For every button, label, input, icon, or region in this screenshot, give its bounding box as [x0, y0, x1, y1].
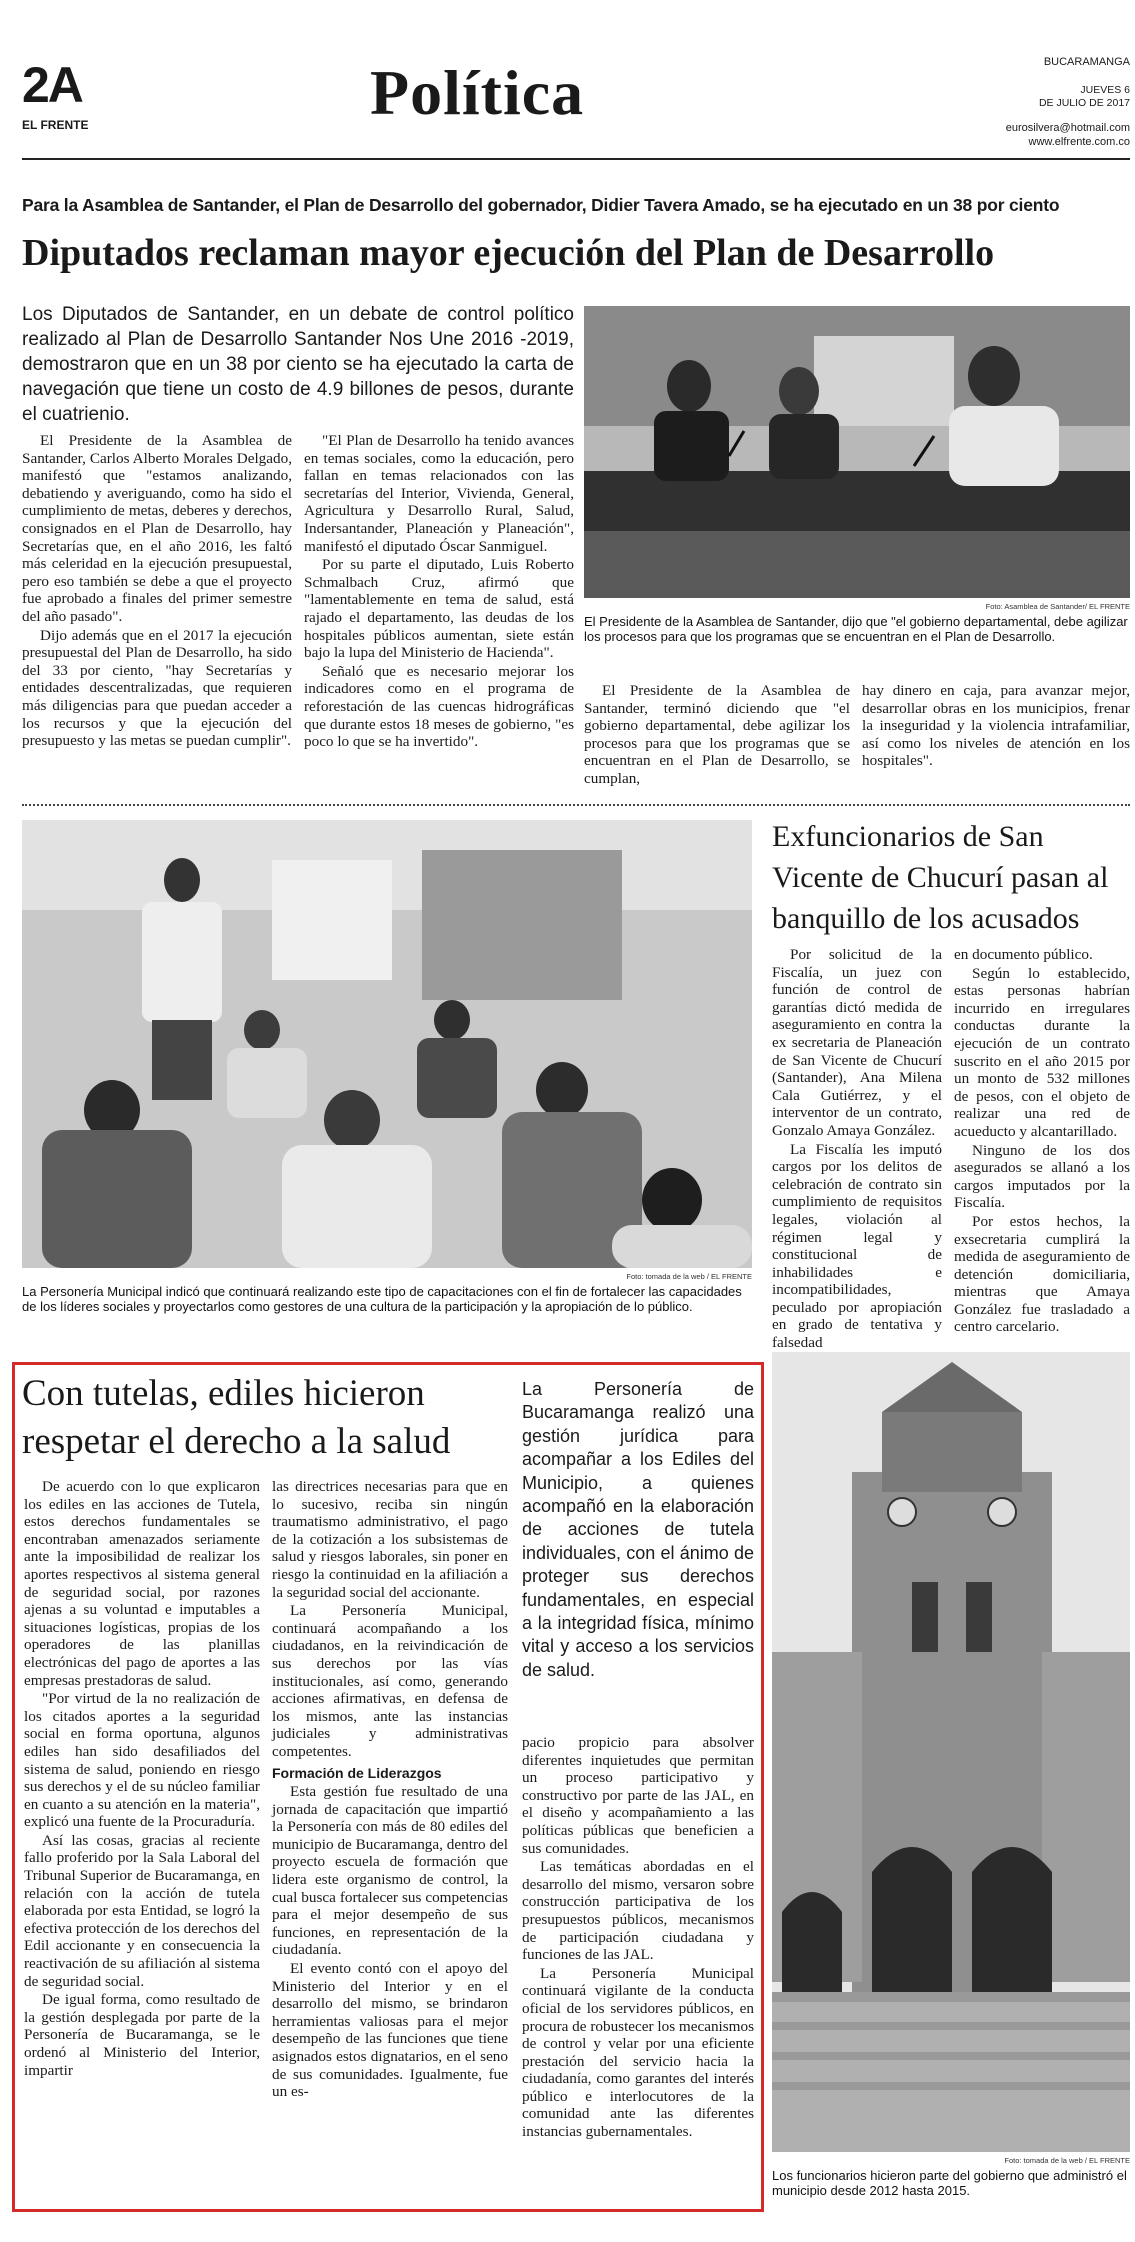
paragraph: Dijo además que en el 2017 la ejecución presupuestal del Plan de Desarrollo, ha sido del 33 por ciento, "hay Secretarías y entidades descentralizadas, que requieren más diligencias para que puedan acceder a los recursos y que la ejecución del presupuesto y las metas se puedan cumplir".	[22, 626, 292, 750]
article1-column-4	[862, 682, 1130, 771]
paragraph: Por estos hechos, la exsecretaria cumplirá la medida de aseguramiento de detención domiciliaria, mientras que Amaya González fue trasladado a centro carcelario.	[954, 1212, 1130, 1336]
paragraph: La Fiscalía les imputó cargos por los delitos de celebración de contrato sin cumplimiento de requisitos legales, violación al régimen legal y constitucional de inhabilidades e incompatibilidades, peculado por apropiación en grado de tentativa y falsedad	[772, 1140, 942, 1352]
assembly-debate-photo	[584, 306, 1130, 598]
paragraph: De acuerdo con lo que explicaron los ediles en las acciones de Tutela, estos derechos fundamentales se encontraban amenazados seriamente ante la imposibilidad de realizar los aportes respectivos al sistema general de seguridad social, por razones ajenas a su voluntad e imputables a situaciones logísticas, propias de los operadores de las planillas electrónicas del pago de aportes a las empresas prestadoras de salud.	[24, 1478, 260, 1689]
paragraph: Por solicitud de la Fiscalía, un juez con función de control de garantías dictó medida de aseguramiento en contra la ex secretaria de Planeación de San Vicente de Chucurí (Santander), Ana Milena Cala Gutiérrez, y el interventor de un contrato, Gonzalo Amaya González.	[772, 946, 942, 1139]
paragraph: Así las cosas, gracias al reciente fallo proferido por la Sala Laboral del Tribunal Superior de Bucaramanga, en relación con la acción de tutela elaborada por esta Entidad, se logró la efectiva protección de los derechos del Edil accionante y en consecuencia la reactivación de su afiliación al sistema de seguridad social.	[24, 1831, 260, 1990]
article1-column-2	[304, 432, 574, 752]
section-title: Política	[370, 57, 585, 128]
photo2-caption: La Personería Municipal indicó que continuará realizando este tipo de capacitaciones con el fin de fortalecer las capacidades de los líderes sociales y proyectarlos como gestores de una cultura de la participación y la apropiación de lo público.	[22, 1284, 742, 1314]
masthead-website: www.elfrente.com.co	[1028, 136, 1130, 148]
masthead-day: JUEVES 6	[1080, 84, 1130, 96]
masthead-date: DE JULIO DE 2017	[1038, 97, 1130, 109]
paragraph: pacio propicio para absolver diferentes inquietudes que permitan un proceso participativo y constructivo por parte de las JAL, en el diseño y acompañamiento a las políticas públicas que beneficien a sus comunidades.	[522, 1734, 754, 1857]
paragraph: "Por virtud de la no realización de los citados aportes a la seguridad social en forma oportuna, algunos ediles han sido desafiliados del sistema de salud, poniendo en riesgo sus derechos y el de su núcleo familiar en cuanto a su atención en la materia", explicó una fuente de la Procuraduría.	[24, 1690, 260, 1831]
article1-column-3	[584, 682, 850, 789]
photo1-credit: Foto: Asamblea de Santander/ EL FRENTE	[985, 602, 1130, 611]
article3-lead: La Personería de Bucaramanga realizó una gestión jurídica para acompañar a los Ediles del Municipio, a quienes acompañó en la elaboración de acciones de tutela individuales, con el ánimo de proteger sus derechos fundamentales, en especial a la integridad física, mínimo vital y acceso a los servicios de salud.	[522, 1379, 754, 1680]
paragraph: La Personería Municipal, continuará acompañando a los ciudadanos, en la reivindicación de sus derechos por las vías institucionales, así como, generando acciones afirmativas, en defensa de los mismos, ante las instancias judiciales y administrativas competentes.	[272, 1602, 508, 1760]
masthead-city: BUCARAMANGA	[1043, 56, 1130, 68]
training-session-photo	[22, 820, 752, 1268]
article1-kicker: Para la Asamblea de Santander, el Plan de Desarrollo del gobernador, Didier Tavera Amado, se ha ejecutado en un 38 por ciento	[22, 195, 1060, 215]
article3-column-1	[24, 1478, 260, 2080]
article1-column-1	[22, 432, 292, 751]
paragraph: De igual forma, como resultado de la gestión desplegada por parte de la Personería de Bucaramanga, se le ordenó al Ministerio del Interior, impartir	[24, 1991, 260, 2079]
paragraph: El Presidente de la Asamblea de Santander, Carlos Alberto Morales Delgado, manifestó que "estamos analizando, debatiendo y averiguando, como ha sido el cumplimiento de metas, deberes y derechos, consignados en el Plan de Desarrollo, hay Secretarías que, en el año 2016, les faltó más celeridad en la ejecución presupuestal, pero eso también se debe a que el proyecto fue aprobado a finales del primer semestre del año pasado".	[22, 432, 292, 625]
paragraph: Ninguno de los dos asegurados se allanó a los cargos imputados por la Fiscalía.	[954, 1141, 1130, 1212]
paragraph: "El Plan de Desarrollo ha tenido avances en temas sociales, como la educación, pero fallan en temas relacionados con las secretarías del Interior, Vivienda, General, Agricultura y Desarrollo Rural, Salud, Indersantander, Planeación y Planeación", manifestó el diputado Óscar Sanmiguel.	[304, 432, 574, 555]
church-photo	[772, 1352, 1130, 2152]
masthead-rule	[22, 158, 1130, 160]
photo1-caption: El Presidente de la Asamblea de Santander, dijo que "el gobierno departamental, debe agilizar los procesos para que los programas que se encuentran en el Plan de Desarrollo.	[584, 614, 1128, 644]
paragraph: las directrices necesarias para que en lo sucesivo, reciba sin ningún traumatismo administrativo, el pago de la cotización a los subsistemas de salud y riesgos laborales, sin poner en riesgo la continuidad en la afiliación a la seguridad social del accionante.	[272, 1478, 508, 1601]
photo3-credit: Foto: tomada de la web / EL FRENTE	[1004, 2156, 1130, 2165]
paragraph: El Presidente de la Asamblea de Santander, terminó diciendo que "el gobierno departamental, debe agilizar los procesos para que los programas que se encuentran en el Plan de Desarrollo, se cumplan,	[584, 682, 850, 787]
paragraph: La Personería Municipal continuará vigilante de la conducta oficial de los servidores públicos, en procura de robustecer los mecanismos de control y velar por una eficiente prestación del servicio hacia la ciudadanía, como garantes del interés público e interlocutores de la comunidad ante las diferentes instancias gubernamentales.	[522, 1964, 754, 2141]
article1-lead: Los Diputados de Santander, en un debate de control político realizado al Plan de Desarrollo Santander Nos Une 2016 -2019, demostraron que en un 38 por ciento se ha ejecutado la carta de navegación que tiene un costo de 4.9 billones de pesos, durante el cuatrienio.	[22, 304, 574, 425]
paragraph: Por su parte el diputado, Luis Roberto Schmalbach Cruz, afirmó que "lamentablemente en tema de salud, está rajado el departamento, las deudas de los hospitales públicos aumentan, siete están bajo la lupa del Ministerio de Hacienda".	[304, 556, 574, 662]
paragraph: Las temáticas abordadas en el desarrollo del mismo, versaron sobre construcción participativa de los presupuestos públicos, mecanismos de participación ciudadana y funciones de las JAL.	[522, 1858, 754, 1964]
paragraph: hay dinero en caja, para avanzar mejor, desarrollar obras en los municipios, frenar la inseguridad y la violencia intrafamiliar, así como los niveles de atención en los hospitales".	[862, 682, 1130, 770]
page-number: 2A	[22, 57, 82, 113]
paragraph: Según lo establecido, estas personas habrían incurrido en irregulares conductas durante la ejecución de un contrato suscrito en el año 2015 por un monto de 532 millones de pesos, con el objeto de realizar una red de acueducto y alcantarillado.	[954, 964, 1130, 1140]
article2-column-1	[772, 946, 942, 1353]
article2-headline: Exfuncionarios de San Vicente de Chucurí pasan al banquillo de los acusados	[772, 820, 1109, 935]
photo2-credit: Foto: tomada de la web / EL FRENTE	[626, 1272, 752, 1281]
paper-name: EL FRENTE	[22, 118, 89, 132]
paragraph: Esta gestión fue resultado de una jornada de capacitación que impartió la Personería con más de 80 ediles del municipio de Bucaramanga, dentro del proyecto escuela de formación que lidera este organismo de control, la cual busca fortalecer sus competencias para el mejor desempeño de sus funciones, en representación de la ciudadanía.	[272, 1783, 508, 1959]
subheading: Formación de Liderazgos	[272, 1764, 442, 1781]
paragraph: El evento contó con el apoyo del Ministerio del Interior y en el desarrollo del mismo, se brindaron herramientas valiosas para el mejor desempeño de las funciones que tiene asignados estos dignatarios, en el seno de sus comunidades. Igualmente, fue un es-	[272, 1960, 508, 2101]
article3-column-2	[272, 1478, 508, 2102]
paragraph: Señaló que es necesario mejorar los indicadores como en el programa de reforestación de las cuencas hidrográficas que durante estos 18 meses de gobierno, "es poco lo que se ha invertido".	[304, 662, 574, 751]
photo3-caption: Los funcionarios hicieron parte del gobierno que administró el municipio desde 2012 hasta 2015.	[772, 2168, 1127, 2198]
paragraph: en documento público.	[954, 946, 1093, 963]
article3-headline: Con tutelas, ediles hicieron respetar el derecho a la salud	[22, 1373, 451, 1462]
article3-column-3	[522, 1734, 754, 2142]
article2-column-2	[954, 946, 1130, 1337]
section-divider	[22, 804, 1130, 806]
article1-headline: Diputados reclaman mayor ejecución del Plan de Desarrollo	[22, 232, 995, 274]
masthead-email: eurosilvera@hotmail.com	[1005, 122, 1130, 134]
